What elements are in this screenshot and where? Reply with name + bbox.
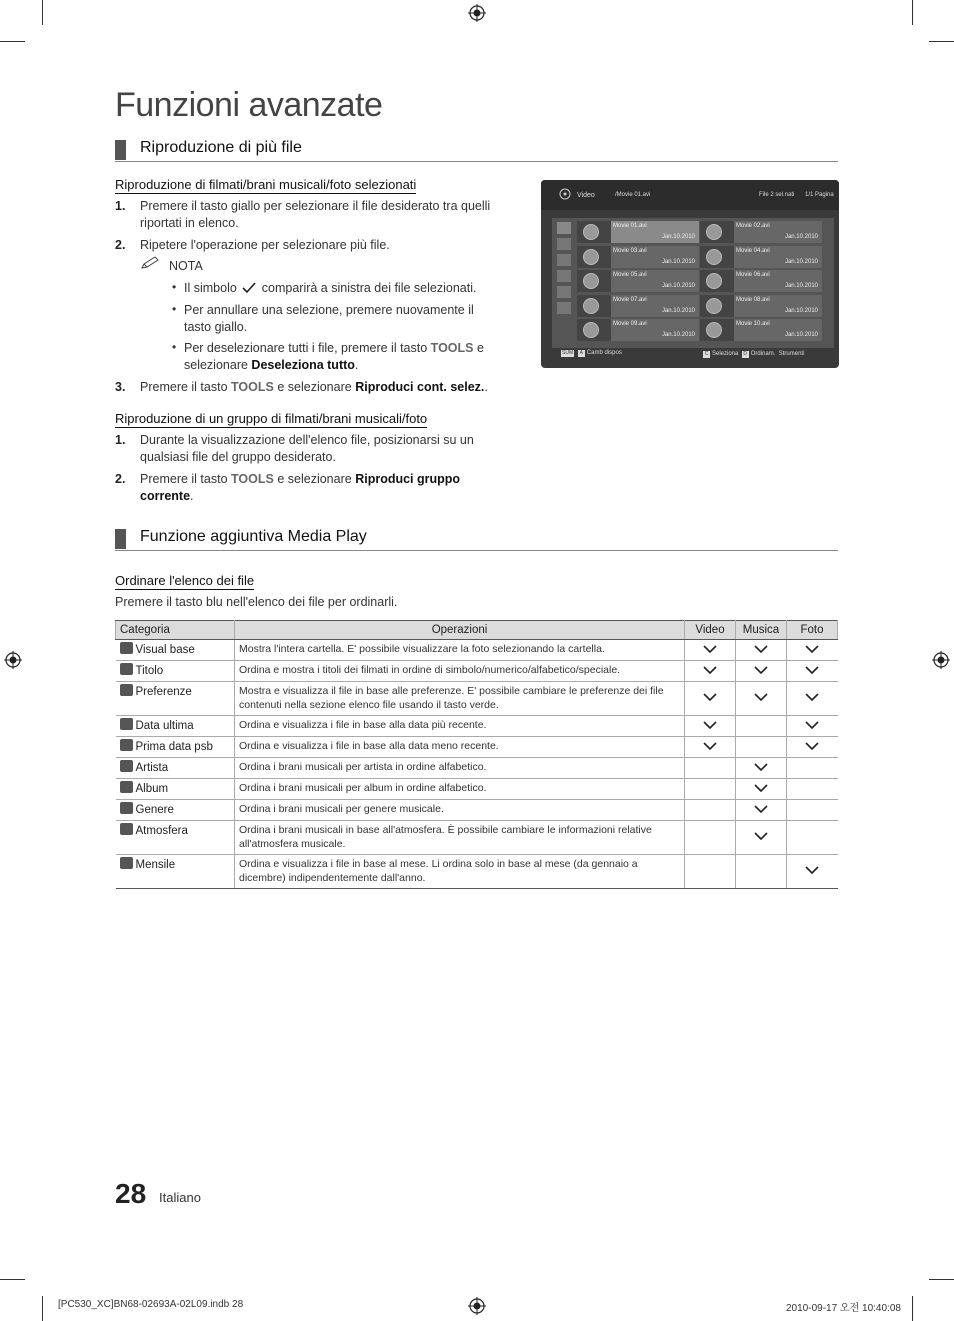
step-text: Premere il tasto TOOLS e selezionare Riproduci cont. selez.. (140, 380, 488, 394)
operation-cell: Ordina i brani musicali per artista in ordine alfabetico. (235, 758, 685, 779)
tv-screenshot (541, 180, 839, 368)
category-cell (116, 682, 235, 716)
step-number: 3. (115, 380, 126, 394)
photo-cell (787, 800, 838, 821)
file-tile[interactable] (700, 319, 822, 341)
film-reel-icon (583, 273, 599, 289)
category-icon (120, 684, 133, 696)
chevron-check-icon (703, 742, 717, 750)
chevron-check-icon (754, 832, 768, 840)
photo-cell (787, 716, 838, 737)
video-cell (685, 737, 736, 758)
category-label: Visual base (135, 644, 195, 656)
section-heading-text: Riproduzione di più file (140, 139, 302, 156)
step-text: Durante la visualizzazione dell'elenco file, posizionarsi su un qualsiasi file del gruppo desiderato. (140, 433, 474, 464)
bullet-text: Il simbolo comparirà a sinistra dei file selezionati. (184, 281, 477, 295)
category-cell (116, 758, 235, 779)
category-cell (116, 779, 235, 800)
crop-mark (0, 41, 25, 42)
file-tile[interactable] (577, 270, 699, 292)
file-date: Jan.10.2010 (661, 258, 695, 265)
photo-cell (787, 855, 838, 889)
screen-selected-count: File 2 sel.nati (759, 192, 795, 198)
video-cell (685, 800, 736, 821)
bullet-text: Per annullare una selezione, premere nuovamente il tasto giallo. (184, 303, 474, 334)
video-cell (685, 821, 736, 855)
page-title: Funzioni avanzate (115, 86, 383, 124)
photo-cell (787, 758, 838, 779)
bullet-text: Per deselezionare tutti i file, premere il tasto TOOLS e selezionare Deseleziona tutto. (184, 341, 484, 372)
file-tile[interactable] (700, 295, 822, 317)
thumbnail (700, 270, 734, 292)
operation-cell: Ordina e visualizza i file in base al mese. Li ordina solo in base al mese (da gennaio a dicembre) indipendentemente dall'anno. (235, 855, 685, 889)
category-label: Atmosfera (135, 825, 188, 837)
film-reel-icon (706, 249, 722, 265)
chevron-check-icon (754, 666, 768, 674)
file-date: Jan.10.2010 (784, 258, 818, 265)
step-text: Premere il tasto TOOLS e selezionare Riproduci gruppo corrente. (140, 472, 461, 503)
chevron-check-icon (754, 805, 768, 813)
screen-bottom-left: SUM A Camb dispos (562, 350, 622, 356)
music-cell (736, 758, 787, 779)
file-tile[interactable] (700, 246, 822, 268)
file-name: Movie 03.avi (613, 247, 647, 254)
film-reel-icon (583, 224, 599, 240)
bullet: • (172, 302, 177, 316)
music-cell (736, 737, 787, 758)
category-label: Titolo (135, 665, 164, 677)
video-icon (559, 188, 571, 200)
registration-mark-icon (468, 1297, 486, 1315)
chevron-check-icon (703, 721, 717, 729)
bullet: • (172, 340, 177, 354)
photo-cell (787, 640, 838, 661)
photo-cell (787, 737, 838, 758)
film-reel-icon (583, 249, 599, 265)
page-language: Italiano (159, 1190, 201, 1205)
footer-timestamp: 2010-09-17 오전 10:40:08 (786, 1303, 901, 1314)
category-cell (116, 800, 235, 821)
video-cell (685, 661, 736, 682)
chevron-check-icon (805, 721, 819, 729)
category-cell (116, 855, 235, 889)
film-reel-icon (706, 298, 722, 314)
table-row (116, 640, 838, 661)
table-row (116, 855, 838, 889)
file-date: Jan.10.2010 (661, 234, 695, 240)
chevron-check-icon (703, 645, 717, 653)
table-header-row (116, 621, 838, 640)
category-icon (120, 663, 133, 675)
file-tile[interactable] (577, 295, 699, 317)
check-mark-icon (242, 282, 256, 294)
music-cell (736, 821, 787, 855)
file-tile[interactable] (577, 246, 699, 268)
category-icon (120, 760, 133, 772)
file-date: Jan.10.2010 (661, 307, 695, 314)
crop-mark (912, 0, 913, 25)
subheading: Riproduzione di filmati/brani musicali/foto selezionati (115, 177, 417, 192)
file-name: Movie 06.avi (736, 272, 770, 278)
section-heading (115, 528, 838, 551)
table-row (116, 758, 838, 779)
video-cell (685, 682, 736, 716)
music-cell (736, 855, 787, 889)
photo-cell (787, 661, 838, 682)
file-name: Movie 08.avi (736, 296, 770, 303)
music-cell (736, 661, 787, 682)
category-icon (120, 857, 133, 869)
film-reel-icon (706, 322, 722, 338)
chevron-check-icon (754, 784, 768, 792)
step-text: Ripetere l'operazione per selezionare più file. (140, 238, 390, 252)
registration-mark-icon (468, 4, 486, 22)
music-cell (736, 640, 787, 661)
operation-cell: Mostra l'intera cartella. E' possibile visualizzare la foto selezionando la cartella. (235, 640, 685, 661)
video-cell (685, 716, 736, 737)
operation-cell: Ordina e mostra i titoli dei filmati in ordine di simbolo/numerico/alfabetico/speciale. (235, 661, 685, 682)
file-name: Movie 09.avi (613, 321, 647, 327)
bullet: • (172, 280, 177, 294)
category-label: Prima data psb (135, 741, 213, 753)
video-cell (685, 758, 736, 779)
category-cell (116, 716, 235, 737)
file-date: Jan.10.2010 (784, 307, 818, 314)
file-date: Jan.10.2010 (784, 332, 818, 338)
file-tile[interactable] (577, 221, 699, 243)
thumbnail (700, 319, 734, 341)
file-date: Jan.10.2010 (661, 283, 695, 289)
file-name: Movie 04.avi (736, 247, 770, 254)
chevron-check-icon (805, 742, 819, 750)
step-number: 1. (115, 433, 126, 447)
operation-cell: Ordina e visualizza i file in base alla data meno recente. (235, 737, 685, 758)
operation-cell: Ordina e visualizza i file in base alla data più recente. (235, 716, 685, 737)
file-tile[interactable] (700, 221, 822, 243)
page-number: 28 (115, 1178, 147, 1209)
screen-pages: 1/1 Pagina (805, 192, 834, 198)
table-row (116, 779, 838, 800)
thumbnail (577, 221, 611, 243)
chevron-check-icon (703, 666, 717, 674)
crop-mark (42, 0, 43, 25)
crop-mark (929, 41, 954, 42)
table-row (116, 821, 838, 855)
screen-path: /Movie 01.avi (615, 192, 651, 198)
category-label: Artista (135, 762, 169, 774)
operation-cell: Ordina i brani musicali in base all'atmosfera. È possibile cambiare le informazioni relative all'atmosfera musicale. (235, 821, 685, 855)
category-cell (116, 640, 235, 661)
table-row (116, 737, 838, 758)
file-date: Jan.10.2010 (661, 332, 695, 338)
step-number: 2. (115, 238, 126, 252)
footer-file-info: [PC530_XC]BN68-02693A-02L09.indb 28 (58, 1299, 244, 1310)
thumbnail (577, 295, 611, 317)
category-icon (120, 739, 133, 751)
chevron-check-icon (805, 666, 819, 674)
chevron-check-icon (805, 645, 819, 653)
crop-mark (912, 1296, 913, 1321)
file-name: Movie 02.avi (736, 223, 770, 229)
step-text: Premere il tasto giallo per selezionare il file desiderato tra quelli riportati in elenco. (140, 199, 491, 230)
column-header: Foto (787, 621, 838, 640)
film-reel-icon (583, 298, 599, 314)
thumbnail (577, 270, 611, 292)
category-icon (120, 642, 133, 654)
operation-cell: Mostra e visualizza il file in base alle preferenze. E' possibile cambiare le preferenze dei file contenuti nella sezione elenco file usando il tasto verde. (235, 682, 685, 716)
chevron-check-icon (754, 645, 768, 653)
video-cell (685, 779, 736, 800)
screen-bottom-right: C Seleziona D Ordinam. Strumenti (704, 351, 805, 357)
chevron-check-icon (754, 693, 768, 701)
file-date: Jan.10.2010 (784, 283, 818, 289)
file-tile[interactable] (577, 319, 699, 341)
chevron-check-icon (703, 693, 717, 701)
file-tile[interactable] (700, 270, 822, 292)
operation-cell: Ordina i brani musicali per album in ordine alfabetico. (235, 779, 685, 800)
thumbnail (700, 221, 734, 243)
table-row (116, 716, 838, 737)
category-cell (116, 661, 235, 682)
film-reel-icon (706, 273, 722, 289)
crop-mark (0, 1279, 25, 1280)
category-icon (120, 781, 133, 793)
sort-options-table (115, 620, 838, 889)
video-cell (685, 855, 736, 889)
file-name: Movie 05.avi (613, 272, 647, 278)
video-cell (685, 640, 736, 661)
thumbnail (700, 295, 734, 317)
photo-cell (787, 821, 838, 855)
chevron-check-icon (805, 693, 819, 701)
step-number: 1. (115, 199, 126, 213)
film-reel-icon (706, 224, 722, 240)
film-reel-icon (583, 322, 599, 338)
category-label: Album (135, 783, 169, 795)
music-cell (736, 716, 787, 737)
crop-mark (929, 1279, 954, 1280)
photo-cell (787, 779, 838, 800)
column-header: Musica (736, 621, 787, 640)
table-row (116, 800, 838, 821)
category-sidebar (557, 222, 573, 320)
screen-mode: Video (577, 192, 595, 199)
photo-cell (787, 682, 838, 716)
column-header: Operazioni (235, 621, 685, 640)
registration-mark-icon (4, 651, 22, 669)
subheading: Riproduzione di un gruppo di filmati/brani musicali/foto (115, 411, 428, 426)
category-label: Genere (135, 804, 174, 816)
category-label: Mensile (135, 859, 176, 871)
table-row (116, 661, 838, 682)
thumbnail (577, 246, 611, 268)
music-cell (736, 779, 787, 800)
category-icon (120, 718, 133, 730)
category-label: Data ultima (135, 720, 194, 732)
intro-text: Premere il tasto blu nell'elenco dei file per ordinarli. (115, 595, 398, 609)
section-heading (115, 139, 838, 162)
category-icon (120, 823, 133, 835)
table-row (116, 682, 838, 716)
pencil-note-icon (140, 256, 162, 270)
file-name: Movie 01.avi (613, 223, 647, 229)
note-label: NOTA (169, 259, 203, 273)
file-name: Movie 07.avi (613, 296, 647, 303)
chevron-check-icon (805, 866, 819, 874)
operation-cell: Ordina i brani musicali per genere musicale. (235, 800, 685, 821)
file-name: Movie 10.avi (736, 321, 770, 327)
category-cell (116, 737, 235, 758)
registration-mark-icon (932, 651, 950, 669)
column-header: Categoria (116, 621, 235, 640)
thumbnail (577, 319, 611, 341)
step-number: 2. (115, 472, 126, 486)
column-header: Video (685, 621, 736, 640)
section-heading-text: Funzione aggiuntiva Media Play (140, 528, 367, 545)
file-date: Jan.10.2010 (784, 234, 818, 240)
category-cell (116, 821, 235, 855)
category-label: Preferenze (135, 686, 192, 698)
music-cell (736, 682, 787, 716)
category-icon (120, 802, 133, 814)
crop-mark (42, 1296, 43, 1321)
chevron-check-icon (754, 763, 768, 771)
thumbnail (700, 246, 734, 268)
music-cell (736, 800, 787, 821)
subheading: Ordinare l'elenco dei file (115, 573, 255, 588)
